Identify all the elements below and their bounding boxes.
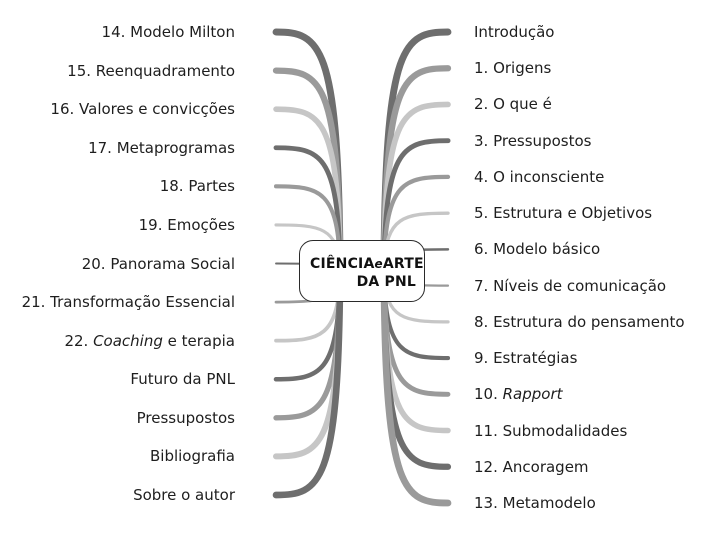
right-topic-12 (474, 421, 627, 441)
left-topic-1 (102, 22, 235, 42)
topic-text: Sobre o autor (133, 486, 235, 504)
topic-text: 5. Estrutura e Objetivos (474, 204, 653, 223)
right-topic-13 (474, 457, 589, 477)
topic-text: 4. O inconsciente (474, 167, 605, 186)
left-topic-3 (50, 99, 235, 119)
topic-text: e terapia (162, 331, 235, 350)
left-topic-12 (150, 446, 235, 466)
topic-text: 10. (474, 385, 503, 404)
right-topic-11 (474, 384, 563, 404)
topic-text: Introdução (474, 23, 555, 41)
left-branch-13 (276, 284, 340, 495)
topic-text: 3. Pressupostos (474, 131, 592, 150)
topic-text: Coaching (93, 331, 163, 350)
left-topic-6 (139, 215, 235, 235)
topic-text: 7. Níveis de comunicação (474, 276, 667, 295)
topic-text: 12. Ancoragem (474, 457, 589, 476)
right-topic-14 (474, 493, 596, 513)
right-topic-2 (474, 58, 551, 78)
topic-text: Futuro da PNL (130, 370, 235, 389)
topic-text: 2. O que é (474, 95, 552, 114)
topic-text: 11. Submodalidades (474, 421, 628, 440)
central-title-line1: CIÊNCIAeARTE (310, 256, 424, 272)
left-topic-13 (133, 485, 235, 505)
topic-text: 21. Transformação Essencial (21, 293, 235, 312)
left-topic-10 (130, 369, 235, 389)
right-topic-6 (474, 203, 652, 223)
right-topic-4 (474, 131, 591, 151)
right-topic-5 (474, 167, 604, 187)
right-topic-8 (474, 276, 666, 296)
topic-text: 17. Metaprogramas (88, 138, 235, 157)
topic-text: 1. Origens (474, 59, 552, 78)
topic-text: 19. Emoções (138, 215, 235, 234)
left-topic-8 (22, 292, 235, 312)
left-topic-7 (82, 254, 235, 274)
topic-text: Pressupostos (136, 408, 235, 427)
right-topic-7 (474, 239, 600, 259)
topic-text: Bibliografia (149, 447, 235, 466)
left-topic-9 (64, 331, 235, 351)
topic-text: 15. Reenquadramento (67, 61, 235, 80)
left-topic-4 (88, 138, 235, 158)
central-title-line2: DA PNL (356, 274, 416, 290)
right-topic-9 (474, 312, 685, 332)
topic-text: 16. Valores e convicções (50, 100, 235, 119)
left-topic-5 (160, 176, 235, 196)
left-topic-2 (67, 61, 235, 81)
right-topic-1 (474, 22, 554, 42)
topic-text: Rapport (502, 385, 563, 404)
topic-text: 9. Estratégias (474, 349, 578, 368)
topic-text: 20. Panorama Social (81, 254, 235, 273)
topic-text: 14. Modelo Milton (101, 23, 235, 41)
right-topic-10 (474, 348, 577, 368)
topic-text: 6. Modelo básico (474, 240, 601, 259)
topic-text: 13. Metamodelo (474, 494, 596, 512)
left-topic-11 (137, 408, 235, 428)
topic-text: 22. (64, 331, 94, 350)
right-topic-3 (474, 94, 552, 114)
central-topic (299, 240, 425, 302)
topic-text: 18. Partes (159, 177, 235, 196)
topic-text: 8. Estrutura do pensamento (474, 312, 685, 331)
